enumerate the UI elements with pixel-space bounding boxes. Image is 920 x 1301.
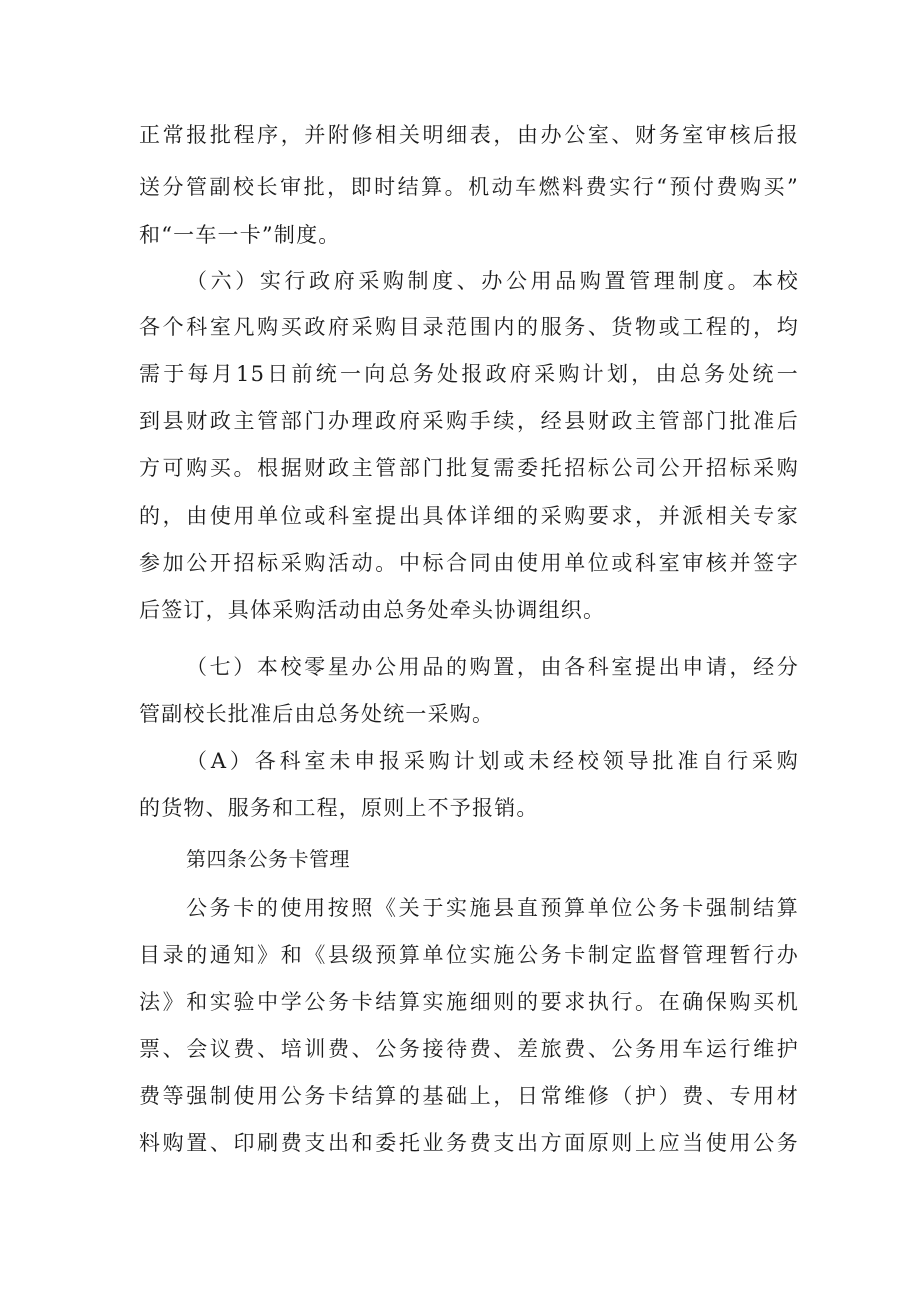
body-text-line: 到县财政主管部门办理政府采购手续，经县财政主管部门批准后 [139, 409, 799, 433]
body-text-line: 的货物、服务和工程，原则上不予报销。 [139, 796, 539, 820]
body-text-line: 管副校长批准后由总务处统一采购。 [139, 702, 495, 726]
section-heading: 第四条公务卡管理 [186, 847, 350, 871]
body-text-line: 费等强制使用公务卡结算的基础上，日常维修（护）费、专用材 [139, 1084, 799, 1108]
body-text-line: 和“一车一卡”制度。 [139, 223, 341, 247]
body-text-line: （七）本校零星办公用品的购置，由各科室提出申请，经分 [186, 655, 799, 679]
body-text-line: 正常报批程序，并附修相关明细表，由办公室、财务室审核后报 [139, 123, 799, 147]
body-text-line: 公务卡的使用按照《关于实施县直预算单位公务卡强制结算 [186, 896, 799, 920]
body-text-line: 需于每月15日前统一向总务处报政府采购计划，由总务处统一 [139, 362, 799, 386]
body-text-line: 后签订，具体采购活动由总务处牵头协调组织。 [139, 598, 606, 622]
body-text-line: 法》和实验中学公务卡结算实施细则的要求执行。在确保购买机 [139, 990, 799, 1014]
body-text-line: 送分管副校长审批，即时结算。机动车燃料费实行“预付费购买” [139, 175, 799, 199]
body-text-line: 方可购买。根据财政主管部门批复需委托招标公司公开招标采购 [139, 456, 799, 480]
body-text-line: 票、会议费、培训费、公务接待费、差旅费、公务用车运行维护 [139, 1037, 799, 1061]
body-text-line: 的，由使用单位或科室提出具体详细的采购要求，并派相关专家 [139, 504, 799, 528]
body-text-line: 参加公开招标采购活动。中标合同由使用单位或科室审核并签字 [139, 551, 799, 575]
body-text-line: 各个科室凡购买政府采购目录范围内的服务、货物或工程的，均 [139, 315, 799, 339]
body-text-line: （A）各科室未申报采购计划或未经校领导批准自行采购 [186, 749, 799, 773]
body-text-line: （六）实行政府采购制度、办公用品购置管理制度。本校 [186, 269, 799, 293]
body-text-line: 料购置、印刷费支出和委托业务费支出方面原则上应当使用公务 [139, 1131, 799, 1155]
body-text-line: 目录的通知》和《县级预算单位实施公务卡制定监督管理暂行办 [139, 943, 799, 967]
